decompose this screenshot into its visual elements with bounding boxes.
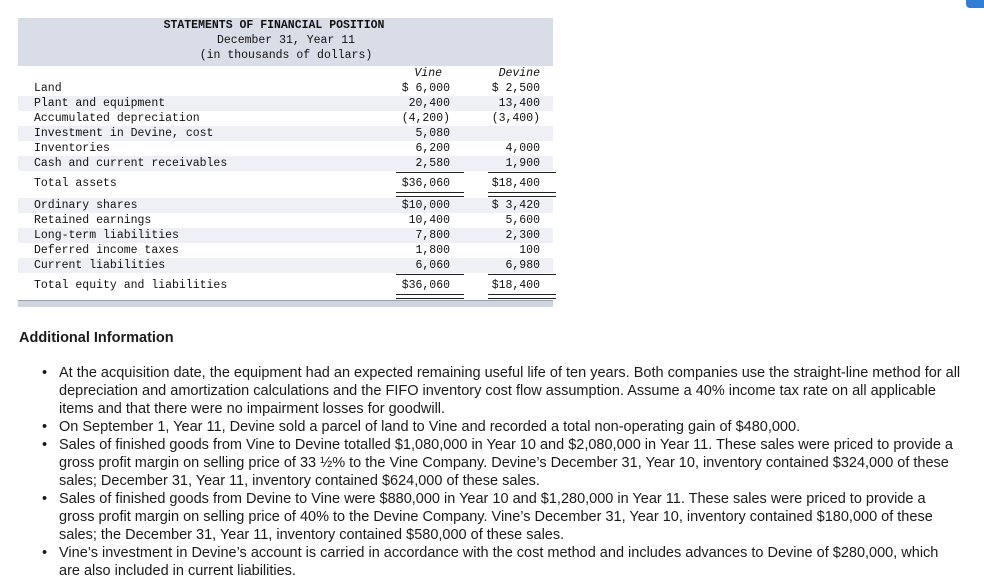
table-row <box>18 111 553 126</box>
bullet-icon: • <box>42 491 48 507</box>
row-label: Plant and equipment <box>34 97 166 110</box>
column-header-row <box>18 66 553 81</box>
list-item-text: At the acquisition date, the equipment had an expected remaining useful life of ten years. Both companies use the straight-line method for all depreciation and amortization calculations and the FIFO inventory cost flow assumption. Assume a 40% income tax rate on all applicable items and that there were no impairment losses for goodwill. <box>59 365 961 417</box>
row-label: Cash and current receivables <box>34 157 228 170</box>
row-label: Deferred income taxes <box>34 244 179 257</box>
table-row-total <box>18 176 553 191</box>
vine-value: 20,400 <box>408 97 450 110</box>
subtotal-underline <box>488 172 556 173</box>
vine-value: $10,000 <box>401 199 450 212</box>
vine-value: 10,400 <box>408 214 450 227</box>
devine-value: 13,400 <box>498 97 540 110</box>
vine-value: 6,200 <box>415 142 450 155</box>
list-item <box>42 436 962 490</box>
row-label: Current liabilities <box>34 259 166 272</box>
table-row <box>18 258 553 273</box>
subtotal-underline <box>396 172 464 173</box>
vine-value: $ 6,000 <box>401 82 450 95</box>
corner-badge <box>966 0 984 8</box>
row-label: Inventories <box>34 142 110 155</box>
total-double-underline <box>488 192 556 197</box>
statement-footer-bar <box>18 300 553 307</box>
devine-value: 100 <box>519 244 540 257</box>
table-row-total <box>18 278 553 293</box>
statement-body <box>18 66 553 300</box>
column-header-devine: Devine <box>498 67 540 80</box>
additional-info-heading: Additional Information <box>19 330 174 346</box>
additional-info-list <box>42 364 962 580</box>
bullet-icon: • <box>42 545 48 561</box>
devine-value: (3,400) <box>491 112 540 125</box>
row-label: Total equity and liabilities <box>34 279 228 292</box>
list-item <box>42 418 962 436</box>
statement-header <box>18 18 553 66</box>
table-row <box>18 198 553 213</box>
vine-value: 7,800 <box>415 229 450 242</box>
row-label: Retained earnings <box>34 214 152 227</box>
devine-value: $18,400 <box>491 279 540 292</box>
bullet-icon: • <box>42 437 48 453</box>
statement-date: December 31, Year 11 <box>216 34 356 47</box>
list-item-text: On September 1, Year 11, Devine sold a parcel of land to Vine and recorded a total non-operating gain of $480,000. <box>59 419 801 435</box>
column-header-vine: Vine <box>414 67 442 80</box>
row-label: Accumulated depreciation <box>34 112 200 125</box>
devine-value: $18,400 <box>491 177 540 190</box>
vine-value: 2,580 <box>415 157 450 170</box>
row-label: Investment in Devine, cost <box>34 127 214 140</box>
list-item <box>42 364 962 418</box>
vine-value: (4,200) <box>401 112 450 125</box>
table-row <box>18 81 553 96</box>
bullet-icon: • <box>42 419 48 435</box>
table-row <box>18 96 553 111</box>
list-item-text: Sales of finished goods from Vine to Devine totalled $1,080,000 in Year 10 and $2,080,000 in Year 11. These sales were priced to provide a gross profit margin on selling price of 33 ½% to the Vine Company. Devine’s December 31, Year 10, inventory contained $324,000 of these sales; December 31, Year 11, inventory contained $624,000 of these sales. <box>59 437 953 489</box>
devine-value: 6,980 <box>505 259 540 272</box>
table-row <box>18 228 553 243</box>
statement-units: (in thousands of dollars) <box>199 49 373 62</box>
financial-statement-table <box>18 18 553 300</box>
devine-value: 5,600 <box>505 214 540 227</box>
devine-value: $ 2,500 <box>491 82 540 95</box>
row-label: Long-term liabilities <box>34 229 179 242</box>
vine-value: 5,080 <box>415 127 450 140</box>
table-row <box>18 243 553 258</box>
list-item-text: Vine’s investment in Devine’s account is carried in accordance with the cost method and includes advances to Devine of $280,000, which are also included in current liabilities. <box>59 545 939 579</box>
subtotal-underline <box>488 274 556 275</box>
row-label: Land <box>34 82 62 95</box>
vine-value: $36,060 <box>401 279 450 292</box>
list-item-text: Sales of finished goods from Devine to Vine were $880,000 in Year 10 and $1,280,000 in Year 11. These sales were priced to provide a gross profit margin on selling price of 40% to the Devine Company. Vine’s December 31, Year 10, inventory contained $180,000 of these sales; the December 31, Year 11, inventory contained $580,000 of these sales. <box>59 491 933 543</box>
row-label: Total assets <box>34 177 117 190</box>
table-row <box>18 141 553 156</box>
vine-value: $36,060 <box>401 177 450 190</box>
subtotal-underline <box>396 274 464 275</box>
list-item <box>42 490 962 544</box>
row-label: Ordinary shares <box>34 199 138 212</box>
devine-value: $ 3,420 <box>491 199 540 212</box>
statement-title: STATEMENTS OF FINANCIAL POSITION <box>163 19 385 32</box>
devine-value: 2,300 <box>505 229 540 242</box>
table-row <box>18 156 553 171</box>
total-double-underline <box>396 294 464 299</box>
vine-value: 6,060 <box>415 259 450 272</box>
total-double-underline <box>488 294 556 299</box>
list-item <box>42 544 962 580</box>
devine-value: 4,000 <box>505 142 540 155</box>
table-row <box>18 126 553 141</box>
table-row <box>18 213 553 228</box>
total-double-underline <box>396 192 464 197</box>
vine-value: 1,800 <box>415 244 450 257</box>
devine-value: 1,900 <box>505 157 540 170</box>
bullet-icon: • <box>42 365 48 381</box>
